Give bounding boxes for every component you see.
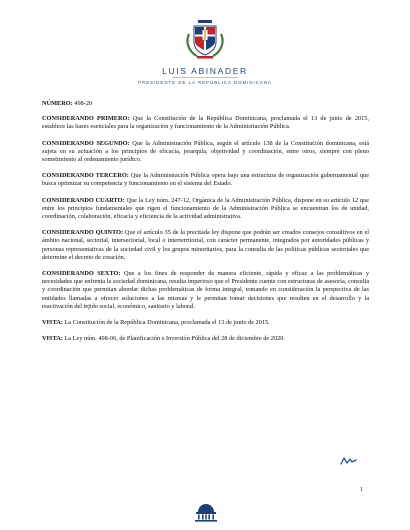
paragraph (42, 115, 369, 131)
paragraph-label: CONSIDERANDO PRIMERO: (42, 115, 130, 123)
coat-of-arms-icon (183, 12, 227, 60)
paragraph-text: Que la Administración Pública, según el artículo 138 de la Constitución dominicana, está sujeta en su actuación a los principios de eficacia, jerarquía, objetividad y coordinación, entre otros, siempre con pleno sometimiento al ordenamiento jurídico. (42, 139, 369, 164)
paragraph-text: La Ley núm. 498-06, de Planificación e Inversión Pública del 28 de diciembre de 2020. (62, 335, 285, 343)
paragraph-text: Que la Administración Pública opera bajo una estructura de organización gubernamental que busca optimizar su competencia y funcionamiento en el sistema del Estado. (42, 172, 369, 188)
paragraph (42, 140, 369, 165)
paragraph-label: CONSIDERANDO SEXTO: (42, 270, 121, 278)
paragraph-label: VISTA: (42, 335, 63, 343)
paragraph-text: Que el artículo 35 de la precitada ley dispone que podrán ser creados consejos consultivos en el ámbito nacional, sectorial, intersectorial, local o interterritorial, con carácter permanente, integrados por autoridades públicas y personas representativas de la sociedad civil y los grupos minoritarios, para la consulta de las políticas públicas sectoriales que determine el decreto de creación. (42, 229, 369, 261)
paragraph-label: CONSIDERANDO TERCERO: (42, 172, 129, 180)
paragraph (42, 197, 369, 222)
decree-number (42, 100, 369, 108)
number-label: NÚMERO: (42, 100, 73, 107)
header-divider (172, 77, 238, 78)
initials-signature-icon (339, 456, 359, 466)
number-value: 498-20 (74, 100, 93, 107)
paragraph-text: Que la Ley núm. 247-12, Orgánica de la Administración Pública, dispone en su artículo 12 que entre los principios fundamentales que rigen el funcionamiento de la Administración Pública se encuentran los de unidad, coordinación, colaboración, eficacia y eficiencia de la actividad administrativa. (42, 196, 370, 221)
paragraph (42, 229, 369, 262)
paragraph (42, 270, 369, 311)
paragraph (42, 335, 369, 343)
page-number: 1 (360, 487, 363, 493)
paragraph-text: Que a los fines de responder de manera eficiente, rápida y eficaz a las problemáticas y necesidades que enfrenta la sociedad dominicana, resulta imperioso que el Presidente cuente con estructuras de asesoría, consulta y coordinación que permitan abordar dichas problemáticas de forma integral, tomando en consideración la perspectiva de las entidades llamadas a ofrecer soluciones a las mismas y le permitan tomar decisiones que resulten en el desarrollo y la reactivación del tejido social, económico, sanitario y laboral. (42, 270, 369, 310)
president-name: LUIS ABINADER (162, 66, 248, 76)
paragraph-label: CONSIDERANDO CUARTO: (42, 196, 125, 204)
paragraph-label: CONSIDERANDO QUINTO: (42, 229, 124, 237)
paragraph-label: VISTA: (42, 319, 63, 327)
paragraph-text: Que la Constitución de la República Dominicana, proclamada el 13 de junio de 2015, establece las bases esenciales para la organización y funcionamiento de la Administración Pública. (42, 115, 369, 131)
paragraph (42, 172, 369, 188)
paragraph-text: La Constitución de la República Dominicana, proclamada el 13 de junio de 2015. (62, 319, 270, 327)
paragraph (42, 319, 369, 327)
president-title: PRESIDENTE DE LA REPÚBLICA DOMINICANA (138, 80, 272, 85)
palace-logo-icon (192, 500, 220, 522)
paragraph-label: CONSIDERANDO SEGUNDO: (42, 139, 130, 147)
document-body (42, 100, 369, 351)
